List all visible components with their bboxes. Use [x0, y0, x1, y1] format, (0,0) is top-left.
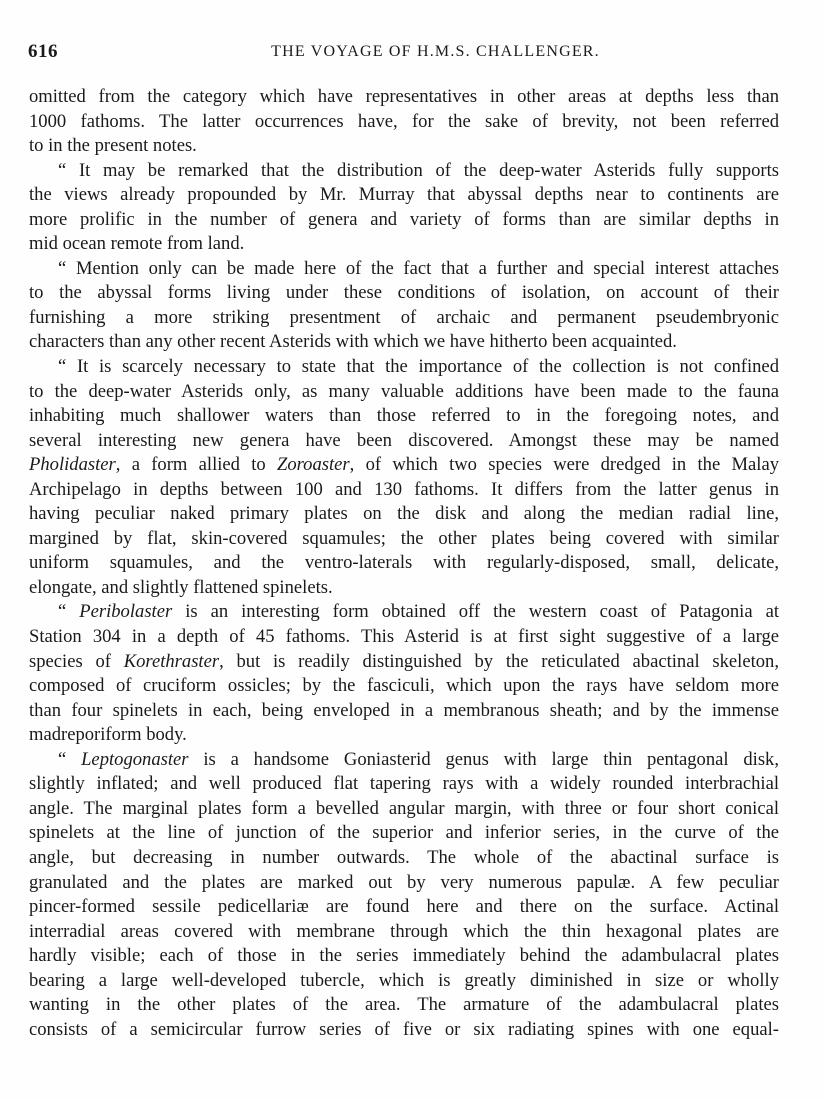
genus-name: Zoroaster	[276, 454, 350, 476]
paragraph-first-line: “ It is scarcely necessary to state that the importance of the collection is not confined	[58, 356, 779, 378]
text-line: mid ocean remote from land.	[29, 233, 245, 255]
text-line: composed of cruciform ossicles; by the fasciculi, which upon the rays have seldom more	[29, 675, 779, 697]
text-line: hardly visible; each of those in the series immediately behind the adambulacral plates	[29, 945, 779, 967]
text-line: angle, but decreasing in number outwards. The whole of the abactinal surface is	[29, 846, 779, 868]
running-header	[28, 41, 783, 65]
genus-name: Korethraster	[123, 650, 220, 672]
body-text	[29, 85, 779, 1042]
text-line: 1000 fathoms. The latter occurrences have, for the sake of brevity, not been referred	[29, 110, 779, 132]
paragraph-first-line: “ Mention only can be made here of the fact that a further and special interest attaches	[58, 257, 779, 279]
text-line: slightly inflated; and well produced flat tapering rays with a widely rounded interbrachial	[29, 773, 779, 795]
paragraph-first-line	[29, 600, 779, 625]
text-segment: , of which two species were dredged in the Malay	[349, 454, 779, 476]
text-line: more prolific in the number of genera and variety of forms than are similar depths in	[29, 208, 779, 230]
genus-name: Pholidaster	[29, 454, 116, 476]
text-line: to the abyssal forms living under these conditions of isolation, on account of their	[29, 282, 779, 304]
text-segment: “	[58, 601, 80, 623]
text-line: elongate, and slightly flattened spinelets.	[29, 576, 333, 598]
text-line: spinelets at the line of junction of the superior and inferior series, in the curve of the	[29, 822, 779, 844]
page-number: 616	[28, 41, 58, 62]
text-line: several interesting new genera have been discovered. Amongst these may be named	[29, 429, 779, 451]
paragraph-first-line: “ It may be remarked that the distribution of the deep-water Asterids fully supports	[58, 159, 779, 181]
text-line: omitted from the category which have representatives in other areas at depths less than	[29, 86, 779, 107]
text-line: margined by flat, skin-covered squamules; the other plates being covered with similar	[29, 527, 779, 549]
text-line: than four spinelets in each, being enveloped in a membranous sheath; and by the immense	[29, 699, 779, 721]
text-line: characters than any other recent Asterids with which we have hitherto been acquainted.	[29, 331, 677, 353]
text-line: uniform squamules, and the ventro-laterals with regularly-disposed, small, delicate,	[29, 552, 779, 574]
text-line: to the deep-water Asterids only, as many valuable additions have been made to the fauna	[29, 380, 779, 402]
text-line: to in the present notes.	[29, 135, 197, 157]
text-line: inhabiting much shallower waters than those referred to in the foregoing notes, and	[29, 405, 779, 427]
text-segment: “	[58, 748, 82, 770]
text-line: the views already propounded by Mr. Murray that abyssal depths near to continents are	[29, 184, 779, 206]
text-segment: is an interesting form obtained off the western coast of Patagonia at	[172, 601, 779, 623]
text-line: interradial areas covered with membrane through which the thin hexagonal plates are	[29, 920, 779, 942]
text-line: Archipelago in depths between 100 and 130 fathoms. It differs from the latter genus in	[29, 478, 779, 500]
text-segment: , but is readily distinguished by the reticulated abactinal skeleton,	[219, 650, 779, 672]
text-line: wanting in the other plates of the area. The armature of the adambulacral plates	[29, 994, 779, 1016]
text-line: pincer-formed sessile pedicellariæ are found here and there on the surface. Actinal	[29, 896, 779, 918]
text-line: furnishing a more striking presentment of archaic and permanent pseudembryonic	[29, 306, 779, 328]
text-line: bearing a large well-developed tubercle, which is greatly diminished in size or wholly	[29, 969, 779, 991]
text-line: consists of a semicircular furrow series of five or six radiating spines with one equal-	[29, 1018, 779, 1040]
text-segment: is a handsome Goniasterid genus with large thin pentagonal disk,	[188, 748, 780, 770]
text-line: granulated and the plates are marked out by very numerous papulæ. A few peculiar	[29, 871, 779, 893]
text-line	[29, 650, 779, 675]
text-line: Station 304 in a depth of 45 fathoms. This Asterid is at first sight suggestive of a large	[29, 626, 779, 648]
paragraph-first-line	[29, 748, 779, 773]
text-line: madreporiform body.	[29, 724, 187, 746]
text-line	[29, 453, 779, 478]
genus-name: Leptogonaster	[81, 748, 189, 770]
text-segment: species of	[29, 650, 124, 672]
running-title: THE VOYAGE OF H.M.S. CHALLENGER.	[271, 43, 600, 60]
text-line: angle. The marginal plates form a bevelled angular margin, with three or four short conical	[29, 797, 779, 819]
text-line: having peculiar naked primary plates on the disk and along the median radial line,	[29, 503, 779, 525]
genus-name: Peribolaster	[79, 601, 173, 623]
text-segment: , a form allied to	[115, 454, 277, 476]
